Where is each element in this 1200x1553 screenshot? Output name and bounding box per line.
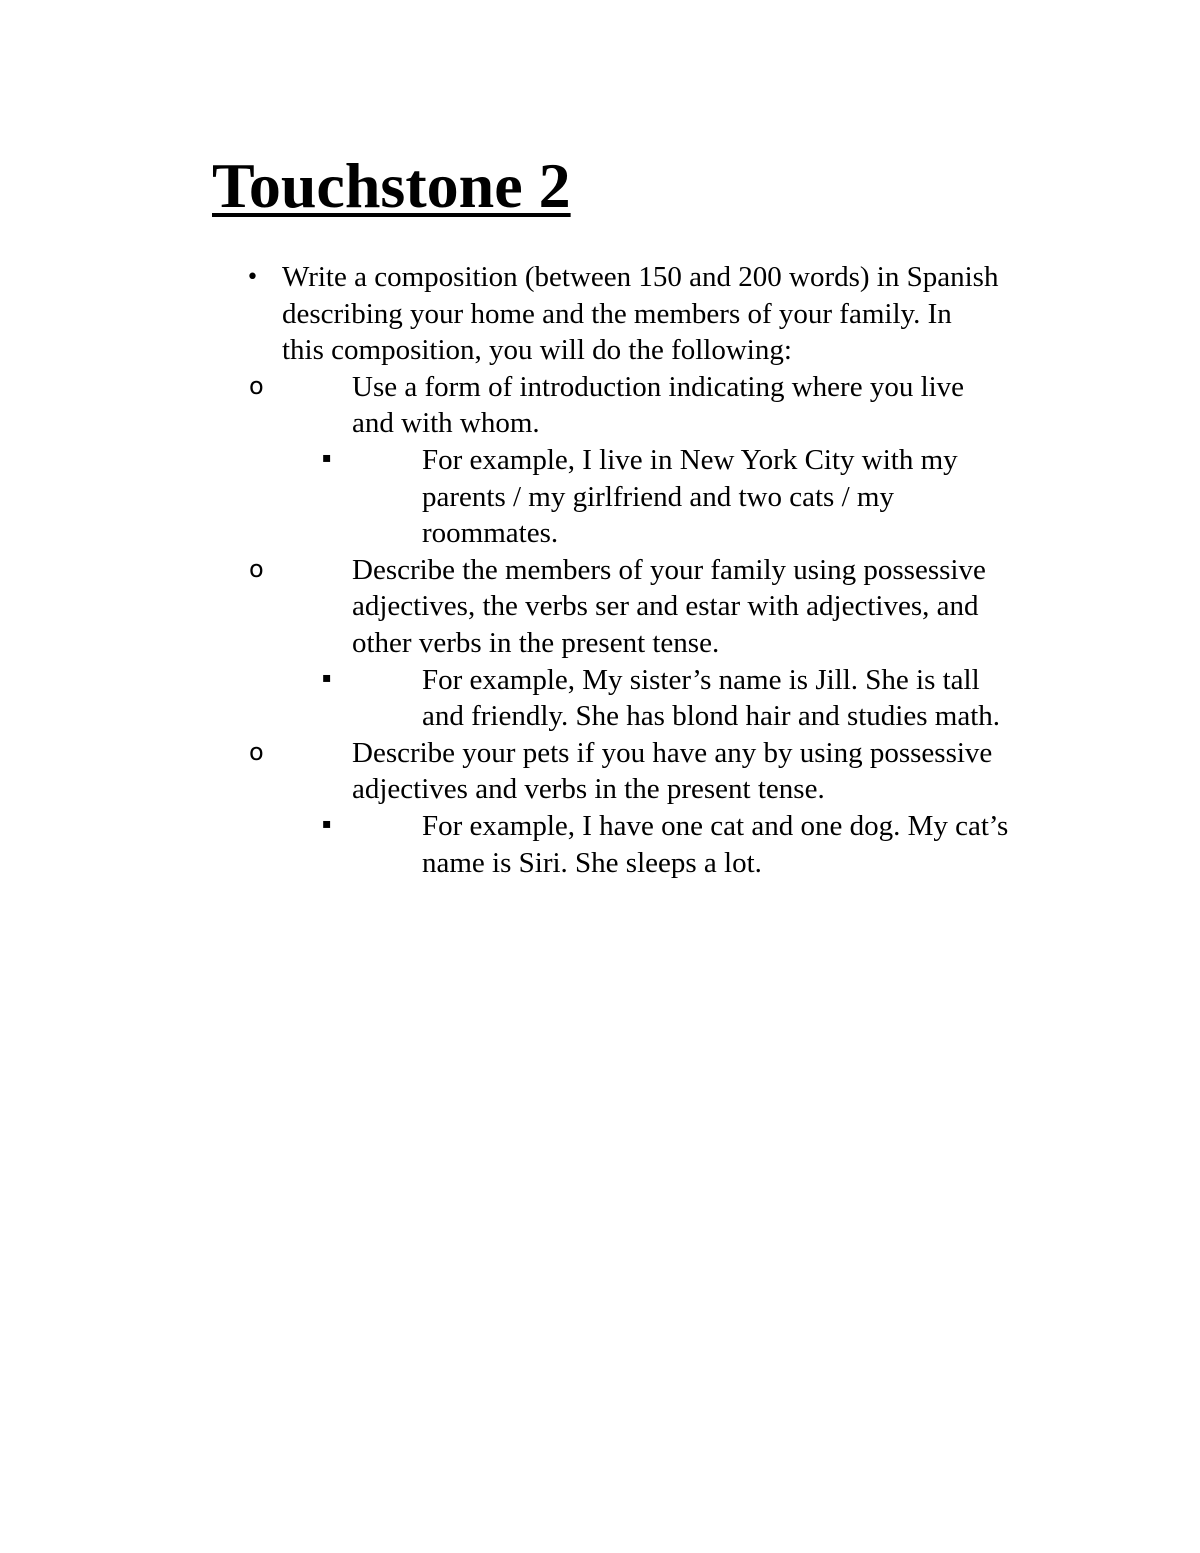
example-list-item	[322, 442, 1082, 552]
main-list-item	[249, 259, 1082, 881]
sub-item-line: Describe your pets if you have any by using possessive	[352, 736, 993, 769]
example-line: and friendly. She has blond hair and studies math.	[422, 700, 1001, 733]
sub-item-line: adjectives and verbs in the present tense.	[352, 773, 825, 806]
sub-item-line: Describe the members of your family using possessive	[352, 553, 986, 586]
sub-list-item-pets	[249, 735, 1082, 881]
bullet-square-icon: ▪	[322, 815, 332, 832]
example-line: parents / my girlfriend and two cats / my	[422, 480, 894, 513]
page-title: Touchstone 2	[212, 150, 571, 221]
main-item-line: Write a composition (between 150 and 200 words) in Spanish	[282, 261, 999, 293]
example-list-item	[322, 808, 1082, 881]
example-line: For example, My sister’s name is Jill. She is tall	[422, 663, 980, 696]
sub-list-item-introduction	[249, 369, 1082, 552]
example-line: roommates.	[422, 517, 559, 550]
sub-item-line: other verbs in the present tense.	[352, 626, 720, 659]
main-item-line: this composition, you will do the following:	[282, 334, 792, 367]
bullet-disc-icon: •	[246, 265, 259, 290]
sub-item-line: adjectives, the verbs ser and estar with adjectives, and	[352, 590, 979, 623]
bullet-square-icon: ▪	[322, 449, 332, 466]
example-list-item	[322, 662, 1082, 735]
bullet-circle-icon: o	[249, 554, 264, 583]
sub-item-line: Use a form of introduction indicating where you live	[352, 370, 965, 403]
sub-item-line: and with whom.	[352, 407, 540, 440]
example-line: For example, I have one cat and one dog. My cat’s	[422, 809, 1009, 842]
sub-list-item-family	[249, 552, 1082, 735]
example-line: name is Siri. She sleeps a lot.	[422, 846, 762, 879]
example-line: For example, I live in New York City with my	[422, 443, 958, 476]
bullet-circle-icon: o	[249, 737, 264, 766]
main-item-line: describing your home and the members of your family. In	[282, 297, 952, 330]
bullet-circle-icon: o	[249, 371, 264, 400]
bullet-square-icon: ▪	[322, 669, 332, 686]
